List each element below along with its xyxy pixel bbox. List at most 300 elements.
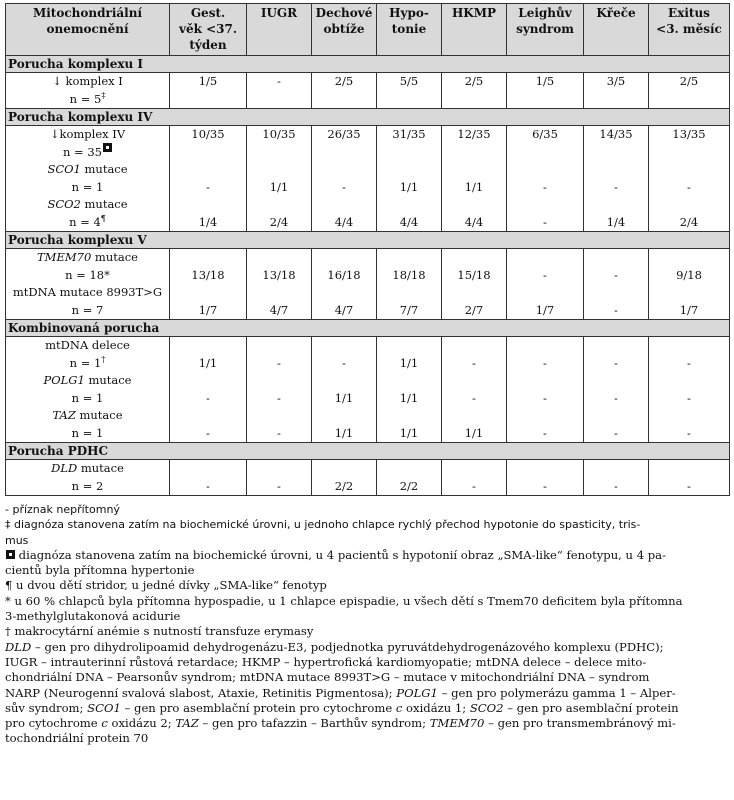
value-cell xyxy=(247,126,312,232)
disease-line xyxy=(8,196,167,214)
value xyxy=(509,161,581,179)
value xyxy=(651,284,727,302)
value-cell xyxy=(247,249,312,320)
value xyxy=(651,249,727,267)
value: - xyxy=(543,425,547,440)
column-header-text: věk <37. xyxy=(178,22,238,36)
value: 1/1 xyxy=(269,179,289,194)
column-header-disease xyxy=(6,4,170,56)
column-header-text: Dechové xyxy=(315,6,373,20)
value xyxy=(586,144,646,162)
value: 18/18 xyxy=(392,267,426,282)
footnote-line xyxy=(5,731,729,746)
value xyxy=(249,337,309,355)
value: 13/35 xyxy=(672,127,706,141)
value xyxy=(379,196,439,214)
value xyxy=(586,196,646,214)
value xyxy=(586,249,646,267)
disease-cell xyxy=(6,337,170,443)
value: 1/7 xyxy=(679,302,699,317)
footnote-text: SCO1 xyxy=(87,700,121,715)
value xyxy=(249,196,309,214)
value: 1/4 xyxy=(606,214,626,229)
section-title: Porucha PDHC xyxy=(6,443,730,460)
footnote-mark: † xyxy=(101,354,106,364)
column-header-text: obtíže xyxy=(323,22,365,36)
disease-text: n = 5 xyxy=(69,91,102,106)
disease-line xyxy=(8,73,167,91)
disease-line xyxy=(8,355,167,373)
column-header-text: Křeče xyxy=(596,6,636,20)
value xyxy=(314,249,374,267)
disease-text-rest: mutace xyxy=(75,408,123,422)
footnote-text: – gen pro transmembránový mi- xyxy=(484,716,676,731)
disease-text: komplex I xyxy=(65,74,123,88)
value xyxy=(379,284,439,302)
value xyxy=(314,407,374,425)
value-cell xyxy=(442,249,507,320)
footnote-text: ¶ u dvou dětí stridor, u jedné dívky „SMA-like“ fenotyp xyxy=(5,578,327,593)
down-arrow-icon: ↓ xyxy=(49,127,60,141)
down-arrow-icon: ↓ xyxy=(52,74,66,88)
footnote-line xyxy=(5,578,729,593)
value xyxy=(651,460,727,478)
value xyxy=(249,460,309,478)
footnote-text: – gen pro tafazzin – Barthův syndrom; xyxy=(198,716,430,731)
value xyxy=(509,144,581,162)
value-cell xyxy=(442,73,507,109)
disease-line xyxy=(8,249,167,267)
value: 1/5 xyxy=(198,74,218,88)
value xyxy=(586,372,646,390)
value-cell xyxy=(312,126,377,232)
disease-text: n = 4 xyxy=(69,214,101,229)
value: 4/4 xyxy=(399,214,419,229)
disease-line xyxy=(8,337,167,355)
column-header xyxy=(584,4,649,56)
disease-text: n = 1 xyxy=(71,179,104,194)
value-cell xyxy=(377,249,442,320)
disease-cell xyxy=(6,126,170,232)
value-cell xyxy=(649,337,730,443)
column-header-text: týden xyxy=(189,38,227,52)
value xyxy=(651,337,727,355)
column-header-text: Leighův xyxy=(518,6,572,20)
value: - xyxy=(543,355,547,370)
value: - xyxy=(614,179,618,194)
value: 1/1 xyxy=(464,179,484,194)
value: - xyxy=(614,425,618,440)
disease-text: n = 2 xyxy=(71,478,104,493)
column-header-text: onemocnění xyxy=(46,22,129,36)
value-cell xyxy=(170,337,247,443)
value: 1/5 xyxy=(535,74,555,88)
value xyxy=(509,337,581,355)
value-cell xyxy=(377,337,442,443)
disease-text-rest: mutace xyxy=(80,197,128,211)
column-header-text: <3. měsíc xyxy=(656,22,722,36)
value xyxy=(172,196,244,214)
value-cell xyxy=(584,249,649,320)
value: - xyxy=(543,179,547,194)
footnote-text: mus xyxy=(5,533,29,547)
disease-line xyxy=(8,407,167,425)
value-cell xyxy=(247,460,312,496)
value xyxy=(379,407,439,425)
value-cell xyxy=(170,249,247,320)
section-title: Porucha komplexu IV xyxy=(6,109,730,126)
value xyxy=(172,460,244,478)
value xyxy=(379,161,439,179)
section-title: Porucha komplexu V xyxy=(6,232,730,249)
disease-text-rest: mutace xyxy=(80,162,128,176)
disease-text: TAZ xyxy=(52,408,76,422)
value: - xyxy=(687,478,691,493)
value: - xyxy=(206,390,210,405)
footnote-text: pro cytochrome xyxy=(5,716,102,731)
value xyxy=(249,144,309,162)
disease-text: SCO1 xyxy=(47,162,81,176)
footnote-text: oxidázu 1; xyxy=(402,700,470,715)
footnote-text: chondriální DNA – Pearsonův syndrom; mtDNA mutace 8993T>G – mutace v mitochondriální DNA – syndrom xyxy=(5,670,650,685)
value xyxy=(379,337,439,355)
column-header xyxy=(507,4,584,56)
value-cell xyxy=(507,73,584,109)
value xyxy=(172,337,244,355)
value-cell xyxy=(584,73,649,109)
value: - xyxy=(277,390,281,405)
value: 1/1 xyxy=(334,425,354,440)
value xyxy=(586,460,646,478)
footnote-text: – gen pro dihydrolipoamid dehydrogenázu-E3, podjednotka pyruvátdehydrogenázového komplexu (PDHC); xyxy=(31,639,664,654)
value-cell xyxy=(507,460,584,496)
section-header-row xyxy=(6,109,730,126)
table-row xyxy=(6,460,730,496)
column-header-text: Gest. xyxy=(190,6,226,20)
value xyxy=(509,284,581,302)
value: 1/7 xyxy=(535,302,555,317)
value: 14/35 xyxy=(599,127,633,141)
disease-text: n = 1 xyxy=(71,425,104,440)
disease-text: mtDNA mutace 8993T>G xyxy=(12,285,163,299)
disease-text: n = 35 xyxy=(63,144,102,159)
value: 1/4 xyxy=(198,214,218,229)
value: - xyxy=(543,267,547,282)
disease-line xyxy=(8,460,167,478)
footnote-line xyxy=(5,701,729,716)
footnote-text: – gen pro asemblační protein pro cytochrome xyxy=(120,700,396,715)
value xyxy=(314,372,374,390)
footnote-line xyxy=(5,502,729,517)
disease-text: n = 1 xyxy=(69,355,102,370)
disease-text-rest: mutace xyxy=(91,250,138,264)
footnote-line xyxy=(5,655,729,670)
value xyxy=(444,337,504,355)
value xyxy=(444,161,504,179)
value: - xyxy=(277,478,281,493)
value: - xyxy=(277,355,281,370)
footnote-text: NARP (Neurogenní svalová slabost, Ataxie, Retinitis Pigmentosa); xyxy=(5,685,397,700)
value: - xyxy=(472,355,476,370)
value: 2/2 xyxy=(334,478,354,493)
value: - xyxy=(614,302,618,317)
value xyxy=(379,460,439,478)
value: 9/18 xyxy=(676,267,702,282)
value: 12/35 xyxy=(457,127,491,141)
value xyxy=(509,196,581,214)
column-header-text: tonie xyxy=(391,22,427,36)
disease-line xyxy=(8,284,167,302)
value: - xyxy=(277,425,281,440)
value xyxy=(509,249,581,267)
value xyxy=(651,372,727,390)
footnote-mark: ¶ xyxy=(100,213,106,223)
value-cell xyxy=(312,337,377,443)
footnote-text: sův syndrom; xyxy=(5,700,88,715)
disease-text: SCO2 xyxy=(47,197,81,211)
disease-text: DLD xyxy=(51,461,78,475)
value-cell xyxy=(649,460,730,496)
value: - xyxy=(543,478,547,493)
section-header-row xyxy=(6,320,730,337)
value: - xyxy=(687,425,691,440)
value xyxy=(586,161,646,179)
value xyxy=(172,284,244,302)
disease-line xyxy=(8,126,167,144)
value: 10/35 xyxy=(191,127,225,141)
value xyxy=(586,337,646,355)
value-cell xyxy=(247,73,312,109)
column-header-text: Mitochondriální xyxy=(32,6,143,20)
value: 26/35 xyxy=(327,127,361,141)
value-cell xyxy=(312,249,377,320)
value xyxy=(509,372,581,390)
table-row xyxy=(6,249,730,320)
value xyxy=(651,196,727,214)
value: 15/18 xyxy=(457,267,491,282)
value xyxy=(249,372,309,390)
value: - xyxy=(614,478,618,493)
value xyxy=(314,284,374,302)
value: 5/5 xyxy=(399,74,419,88)
disease-line xyxy=(8,478,167,496)
value-cell xyxy=(377,126,442,232)
disease-text: POLG1 xyxy=(43,373,85,387)
value-cell xyxy=(507,337,584,443)
value: 10/35 xyxy=(262,127,296,141)
symptom-table xyxy=(5,3,730,496)
section-header-row xyxy=(6,443,730,460)
footnote-line xyxy=(5,548,729,563)
disease-text-rest: mutace xyxy=(77,461,124,475)
value-cell xyxy=(584,460,649,496)
value: 1/1 xyxy=(399,425,419,440)
value-cell xyxy=(170,126,247,232)
footnote-line xyxy=(5,670,729,685)
value: 6/35 xyxy=(532,127,558,141)
footnote-text: c xyxy=(101,716,108,731)
value-cell xyxy=(649,249,730,320)
disease-text: n = 7 xyxy=(71,302,104,317)
value: - xyxy=(342,355,346,370)
value xyxy=(379,144,439,162)
value: - xyxy=(687,390,691,405)
value: 31/35 xyxy=(392,127,426,141)
footnote-text: 3-methylglutakonová acidurie xyxy=(5,609,181,624)
value-cell xyxy=(584,126,649,232)
square-footnote-icon xyxy=(103,143,112,152)
value-cell xyxy=(247,337,312,443)
footnote-text: tochondriální protein 70 xyxy=(5,731,149,746)
square-footnote-icon xyxy=(6,550,15,559)
value: - xyxy=(206,179,210,194)
value: 1/1 xyxy=(399,179,419,194)
value: 1/1 xyxy=(399,355,419,370)
value: 2/5 xyxy=(334,74,354,88)
column-header-text: Exitus xyxy=(668,6,710,20)
value: 7/7 xyxy=(399,302,419,317)
document xyxy=(5,3,729,747)
value xyxy=(314,460,374,478)
value xyxy=(314,144,374,162)
value: - xyxy=(543,214,547,229)
column-header-text: Hypo- xyxy=(389,6,429,20)
table-row xyxy=(6,337,730,443)
footnote-text: IUGR – intrauterinní růstová retardace; HKMP – hypertrofická kardiomyopatie; mtDNA delece – delece mito- xyxy=(5,654,647,669)
value: 2/5 xyxy=(679,74,699,88)
value: - xyxy=(614,355,618,370)
value xyxy=(509,460,581,478)
value-cell xyxy=(377,460,442,496)
disease-cell xyxy=(6,73,170,109)
value xyxy=(444,407,504,425)
section-title: Porucha komplexu I xyxy=(6,56,730,73)
value: - xyxy=(614,390,618,405)
value: - xyxy=(687,179,691,194)
value-cell xyxy=(649,126,730,232)
value-cell xyxy=(507,126,584,232)
footnote-text: - příznak nepřítomný xyxy=(5,503,120,516)
value: 1/1 xyxy=(399,390,419,405)
footnote-text: – gen pro polymerázu gamma 1 – Alper- xyxy=(437,685,676,700)
value: 1/7 xyxy=(198,302,218,317)
footnote-text: TAZ xyxy=(175,716,199,731)
value: 16/18 xyxy=(327,267,361,282)
value xyxy=(586,407,646,425)
footnote-text: DLD xyxy=(5,639,32,654)
value: 1/1 xyxy=(198,355,218,370)
value: 2/7 xyxy=(464,302,484,317)
value xyxy=(444,196,504,214)
value xyxy=(172,249,244,267)
footnote-text: POLG1 xyxy=(396,685,438,700)
value-cell xyxy=(312,73,377,109)
footnote-text: – gen pro asemblační protein xyxy=(503,700,679,715)
value xyxy=(314,196,374,214)
footnote-line xyxy=(5,716,729,731)
disease-cell xyxy=(6,249,170,320)
footnote-text: diagnóza stanovena zatím na biochemické úrovni, u 4 pacientů s hypotonií obraz „SMA-like“ fenotypu, u 4 pa- xyxy=(15,547,667,562)
value-cell xyxy=(377,73,442,109)
value: - xyxy=(543,390,547,405)
value xyxy=(651,161,727,179)
disease-line xyxy=(8,425,167,443)
value: 1/1 xyxy=(464,425,484,440)
column-header xyxy=(649,4,730,56)
footnote-line xyxy=(5,563,729,578)
footnotes xyxy=(5,502,729,747)
footnote-text: * u 60 % chlapců byla přítomna hypospadie, u 1 chlapce epispadie, u všech dětí s Tmem70 deficitem byla přítomna xyxy=(5,593,683,608)
column-header xyxy=(377,4,442,56)
footnote-line xyxy=(5,517,729,532)
value xyxy=(249,407,309,425)
value xyxy=(249,249,309,267)
value xyxy=(379,372,439,390)
table-header-row xyxy=(6,4,730,56)
column-header xyxy=(312,4,377,56)
value: 3/5 xyxy=(606,74,626,88)
value: - xyxy=(472,478,476,493)
column-header xyxy=(247,4,312,56)
value: 2/2 xyxy=(399,478,419,493)
value: - xyxy=(472,390,476,405)
value xyxy=(444,460,504,478)
disease-text: TMEM70 xyxy=(37,250,92,264)
value: - xyxy=(206,478,210,493)
footnote-text: TMEM70 xyxy=(429,716,485,731)
value: - xyxy=(277,74,281,88)
table-row xyxy=(6,126,730,232)
value xyxy=(509,407,581,425)
value xyxy=(172,161,244,179)
value: 2/4 xyxy=(679,214,699,229)
disease-line xyxy=(8,91,167,109)
value-cell xyxy=(442,337,507,443)
disease-line xyxy=(8,267,167,285)
footnote-line xyxy=(5,609,729,624)
section-title: Kombinovaná porucha xyxy=(6,320,730,337)
footnote-text: SCO2 xyxy=(469,700,504,715)
value-cell xyxy=(507,249,584,320)
value xyxy=(249,161,309,179)
footnote-text: c xyxy=(395,700,403,715)
value xyxy=(172,144,244,162)
footnote-line xyxy=(5,640,729,655)
table-row xyxy=(6,73,730,109)
value: 4/4 xyxy=(464,214,484,229)
disease-text: komplex IV xyxy=(59,127,126,141)
footnote-line xyxy=(5,533,729,548)
disease-line xyxy=(8,390,167,408)
disease-cell xyxy=(6,460,170,496)
value xyxy=(444,144,504,162)
footnote-text: † makrocytární anémie s nutností transfuze erymasy xyxy=(5,624,314,639)
footnote-text: cientů byla přítomna hypertonie xyxy=(5,563,195,578)
value xyxy=(172,372,244,390)
footnote-line xyxy=(5,686,729,701)
value-cell xyxy=(649,73,730,109)
footnote-line xyxy=(5,594,729,609)
value-cell xyxy=(170,460,247,496)
value: 4/7 xyxy=(334,302,354,317)
column-header-text: syndrom xyxy=(516,22,574,36)
value xyxy=(651,144,727,162)
value xyxy=(249,284,309,302)
value: 13/18 xyxy=(191,267,225,282)
table-body xyxy=(6,56,730,496)
value xyxy=(314,161,374,179)
value xyxy=(444,372,504,390)
